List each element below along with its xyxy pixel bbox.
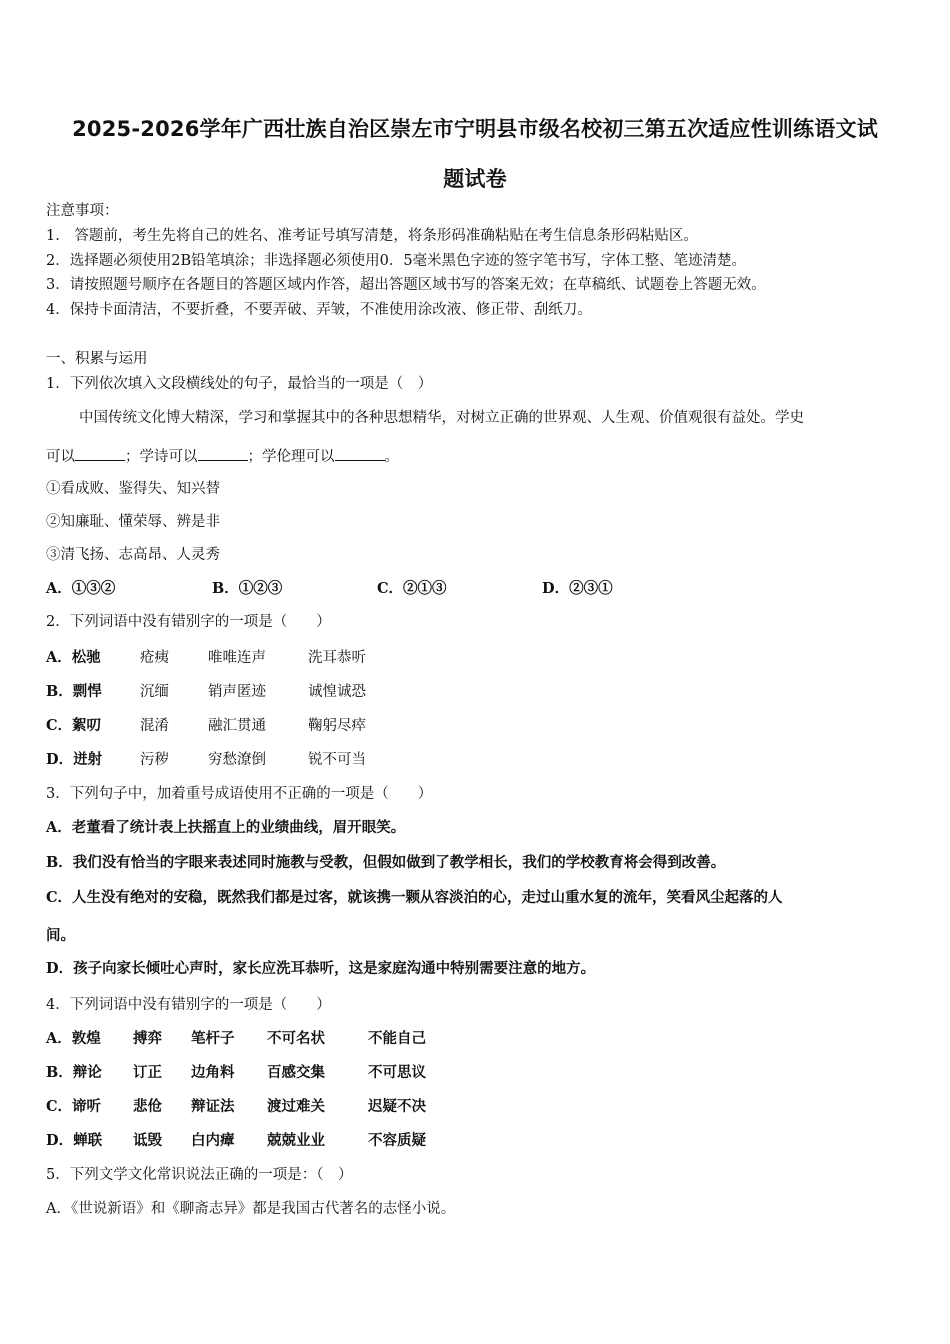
notice-item: 3．请按照题号顺序在各题目的答题区域内作答，超出答题区域书写的答案无效；在草稿纸、试题卷上答题无效。 <box>46 277 766 293</box>
q1-passage-line2 <box>46 446 399 467</box>
q4-option-a-word: 不可名状 <box>267 1030 325 1047</box>
q4-option-c-word: 辩证法 <box>191 1098 235 1115</box>
q4-option-d-word: 诋毁 <box>133 1132 162 1149</box>
q5-option-a: A．《世说新语》和《聊斋志异》都是我国古代著名的志怪小说。 <box>46 1201 456 1217</box>
q1-item: ③清飞扬、志高昂、人灵秀 <box>46 547 220 563</box>
notice-item: 2．选择题必须使用2B铅笔填涂；非选择题必须使用0．5毫米黑色字迹的签字笔书写，字体工整、笔迹清楚。 <box>46 253 747 269</box>
q3-option-c-cont: 间。 <box>46 927 75 944</box>
page-title-line1: 2025-2026学年广西壮族自治区崇左市宁明县市级名校初三第五次适应性训练语文试 <box>72 117 878 141</box>
q4-option-c-word: 迟疑不决 <box>368 1098 426 1115</box>
q2-option-a-word: 疮痍 <box>140 650 169 666</box>
notice-item: 1. 答题前，考生先将自己的姓名、准考证号填写清楚，将条形码准确粘贴在考生信息条形码粘贴区。 <box>46 228 698 244</box>
q2-option-c-word: 鞠躬尽瘁 <box>308 718 366 734</box>
q2-option-c-word: 混淆 <box>140 718 169 734</box>
q2-option-d-word: 穷愁潦倒 <box>208 752 266 768</box>
q3-option-a: A．老董看了统计表上扶摇直上的业绩曲线，眉开眼笑。 <box>46 819 406 836</box>
q4-option-a-word: A．敦煌 <box>46 1030 101 1047</box>
q2-option-b-word: 沉缅 <box>140 684 169 700</box>
q2-option-d-word: 污秽 <box>140 752 169 768</box>
fill-blank-2 <box>198 446 248 461</box>
q4-option-d-word: D．蝉联 <box>46 1132 103 1149</box>
question-5-stem: 5．下列文学文化常识说法正确的一项是：（ ） <box>46 1167 353 1183</box>
q1-option-b: B．①②③ <box>212 580 283 597</box>
q1-passage-text: ；学诗可以 <box>125 449 198 465</box>
q1-option-c: C．②①③ <box>377 580 447 597</box>
notice-heading: 注意事项： <box>46 203 119 219</box>
q2-option-c-word <box>46 716 101 736</box>
q2-option-c-word: C．絮叨 <box>46 717 102 734</box>
q1-passage-text: 。 <box>384 449 399 465</box>
q4-option-b-word: B．辩论 <box>46 1064 102 1081</box>
q3-option-d: D．孩子向家长倾吐心声时，家长应洗耳恭听，这是家庭沟通中特别需要注意的地方。 <box>46 960 596 977</box>
q2-option-b-word <box>46 682 102 702</box>
q2-option-a-word <box>46 648 101 668</box>
question-3-stem: 3．下列句子中，加着重号成语使用不正确的一项是（ ） <box>46 786 433 802</box>
q1-passage-text: 可以 <box>46 449 75 465</box>
q1-item: ②知廉耻、懂荣辱、辨是非 <box>46 514 220 530</box>
question-2-stem: 2．下列词语中没有错别字的一项是（ ） <box>46 614 331 630</box>
q4-option-d-word: 白内瘴 <box>191 1132 235 1149</box>
q2-option-d-word <box>46 750 102 770</box>
q2-option-c-word: 融汇贯通 <box>208 718 266 734</box>
q1-passage-line1: 中国传统文化博大精深，学习和掌握其中的各种思想精华，对树立正确的世界观、人生观、价值观很有益处。学史 <box>79 410 804 426</box>
q4-option-a-word: 笔杆子 <box>191 1030 235 1047</box>
question-1-stem: 1．下列依次填入文段横线处的句子，最恰当的一项是（ ） <box>46 376 433 392</box>
q2-option-a-word: 洗耳恭听 <box>308 650 366 666</box>
q4-option-c-word: C．谛听 <box>46 1098 102 1115</box>
q2-option-d-word: 锐不可当 <box>308 752 366 768</box>
q2-option-b-word: 诚惶诚恐 <box>308 684 366 700</box>
q2-option-d-word: D．迸射 <box>46 751 103 768</box>
q1-option-a: A．①③② <box>46 580 116 597</box>
q4-option-d-word: 兢兢业业 <box>267 1132 325 1149</box>
q1-passage-text: ；学伦理可以 <box>247 449 335 465</box>
q4-option-c-word: 渡过难关 <box>267 1098 325 1115</box>
q3-option-b: B．我们没有恰当的字眼来表述同时施教与受教，但假如做到了教学相长，我们的学校教育将会得到改善。 <box>46 854 726 871</box>
q4-option-a-word: 搏弈 <box>133 1030 162 1047</box>
q4-option-b-word: 边角料 <box>191 1064 235 1081</box>
q3-option-c: C．人生没有绝对的安稳，既然我们都是过客，就该携一颗从容淡泊的心，走过山重水复的流年，笑看风尘起落的人 <box>46 889 783 906</box>
q2-option-a-word: A．松驰 <box>46 649 101 666</box>
question-4-stem: 4．下列词语中没有错别字的一项是（ ） <box>46 997 331 1013</box>
q4-option-b-word: 百感交集 <box>267 1064 325 1081</box>
q4-option-d-word: 不容质疑 <box>368 1132 426 1149</box>
fill-blank-3 <box>335 446 385 461</box>
q4-option-b-word: 订正 <box>133 1064 162 1081</box>
page-title-line2: 题试卷 <box>443 167 507 191</box>
notice-item: 4．保持卡面清洁，不要折叠，不要弄破、弄皱，不准使用涂改液、修正带、刮纸刀。 <box>46 302 592 318</box>
q4-option-b-word: 不可思议 <box>368 1064 426 1081</box>
q2-option-b-word: B．剽悍 <box>46 683 102 700</box>
q1-item: ①看成败、鉴得失、知兴替 <box>46 481 220 497</box>
q4-option-a-word: 不能自己 <box>368 1030 426 1047</box>
q1-option-d: D．②③① <box>542 580 613 597</box>
q4-option-c-word: 悲伧 <box>133 1098 162 1115</box>
fill-blank-1 <box>75 446 125 461</box>
q2-option-a-word: 唯唯连声 <box>208 650 266 666</box>
section-heading: 一、积累与运用 <box>46 351 148 367</box>
q2-option-b-word: 销声匿迹 <box>208 684 266 700</box>
